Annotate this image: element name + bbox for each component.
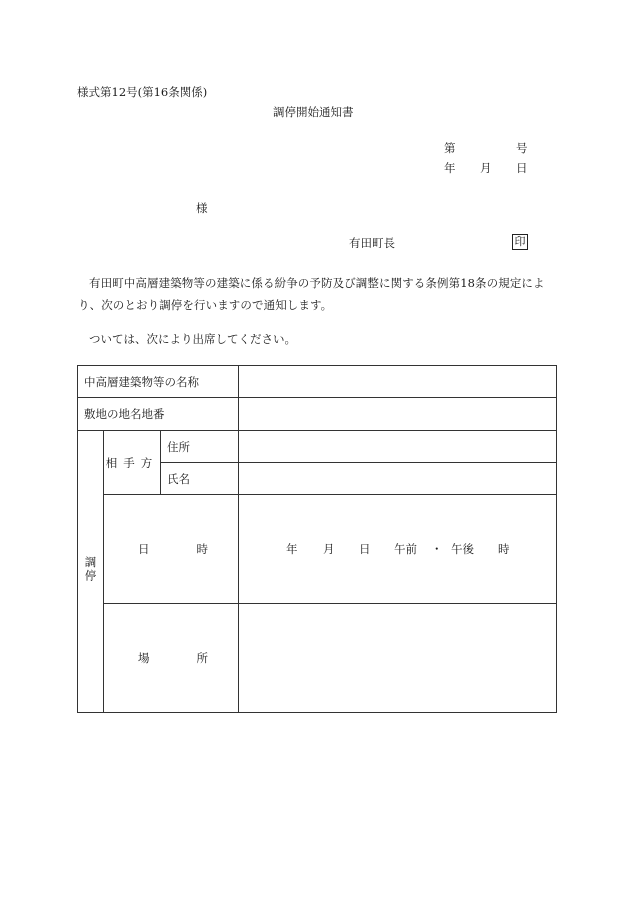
place-field[interactable] <box>239 604 557 713</box>
dt-year: 年 <box>286 542 298 556</box>
mediation-details-table <box>77 365 557 713</box>
date-month: 月 <box>480 161 492 175</box>
seal-stamp: 印 <box>512 234 528 250</box>
dt-hour: 時 <box>498 542 510 556</box>
mediation-label <box>78 431 104 713</box>
dt-pm: 午後 <box>451 542 474 556</box>
building-name-label: 中高層建築物等の名称 <box>78 366 239 398</box>
site-field[interactable] <box>239 398 557 431</box>
counterparty-label <box>104 431 161 495</box>
place-label-2: 所 <box>196 651 208 665</box>
addressee-honorific: 様 <box>196 201 208 215</box>
place-label <box>104 604 239 713</box>
datetime-label <box>104 495 239 604</box>
datetime-field[interactable] <box>239 495 557 604</box>
dt-am: 午前 <box>394 542 417 556</box>
building-name-field[interactable] <box>239 366 557 398</box>
mediation-label-text: 調停 <box>83 555 98 583</box>
form-number: 様式第12号(第16条関係) <box>77 85 208 99</box>
address-label: 住所 <box>161 431 239 463</box>
number-prefix: 第 <box>444 141 456 155</box>
date-year: 年 <box>444 161 456 175</box>
attendance-request: ついては、次により出席してください。 <box>89 332 296 346</box>
sender-title: 有田町長 <box>349 236 395 250</box>
place-label-1: 場 <box>138 651 150 665</box>
number-suffix: 号 <box>516 141 528 155</box>
datetime-label-2: 時 <box>196 542 208 556</box>
counterparty-label-text: 相手方 <box>105 455 159 470</box>
dt-month: 月 <box>323 542 335 556</box>
datetime-label-1: 日 <box>138 542 150 556</box>
address-field[interactable] <box>239 431 557 463</box>
dt-day: 日 <box>359 542 371 556</box>
document-title: 調停開始通知書 <box>273 105 354 119</box>
name-field[interactable] <box>239 463 557 495</box>
date-day: 日 <box>516 161 528 175</box>
name-label: 氏名 <box>161 463 239 495</box>
site-label: 敷地の地名地番 <box>78 398 239 431</box>
dt-separator: ・ <box>431 542 443 556</box>
notice-paragraph: 有田町中高層建築物等の建築に係る紛争の予防及び調整に関する条例第18条の規定により、次のとおり調停を行いますので通知します。 <box>78 276 545 312</box>
